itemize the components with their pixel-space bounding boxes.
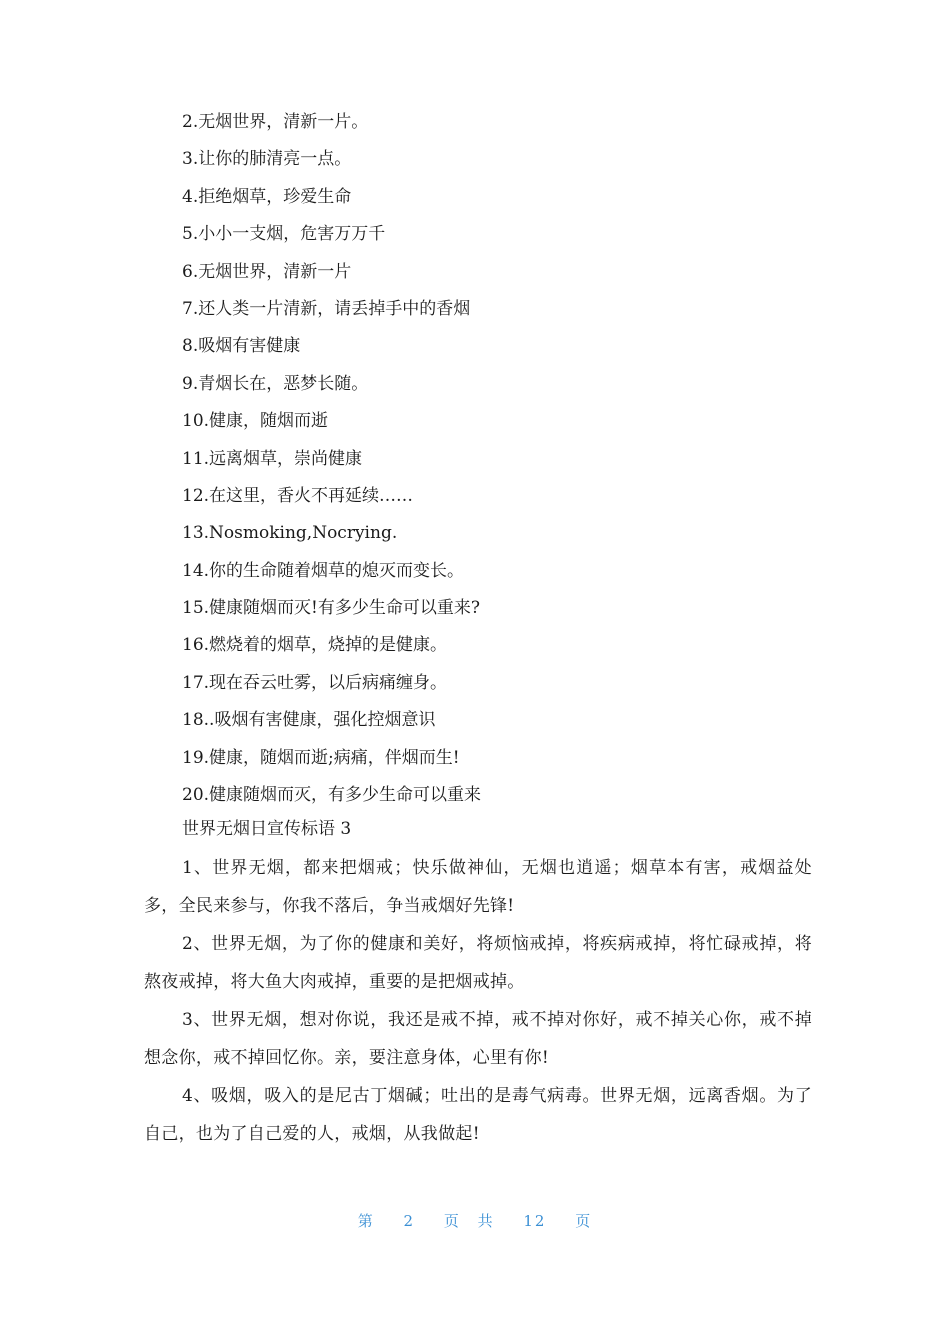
footer-label-pages: 页 xyxy=(575,1212,593,1230)
list-item: 19.健康，随烟而逝;病痛，伴烟而生! xyxy=(182,747,460,768)
list-item: 18..吸烟有害健康，强化控烟意识 xyxy=(182,710,436,731)
slogan-paragraphs xyxy=(144,849,812,1153)
list-item: 17.现在吞云吐雾，以后病痛缠身。 xyxy=(182,672,448,693)
footer-label-of: 页 共 xyxy=(443,1212,495,1230)
list-item: 12.在这里，香火不再延续…… xyxy=(182,485,414,506)
list-item: 14.你的生命随着烟草的熄灭而变长。 xyxy=(182,560,465,581)
list-item: 16.燃烧着的烟草，烧掉的是健康。 xyxy=(182,635,448,656)
list-item: 5.小小一支烟，危害万万千 xyxy=(182,224,386,245)
page-footer xyxy=(0,1210,950,1231)
paragraph: 2、世界无烟，为了你的健康和美好，将烦恼戒掉，将疾病戒掉，将忙碌戒掉，将熬夜戒掉，将大鱼大肉戒掉，重要的是把烟戒掉。 xyxy=(144,934,812,992)
list-item: 6.无烟世界，清新一片 xyxy=(182,261,352,282)
list-item: 20.健康随烟而灭，有多少生命可以重来 xyxy=(182,785,482,806)
paragraph: 1、世界无烟，都来把烟戒；快乐做神仙，无烟也逍遥；烟草本有害，戒烟益处多，全民来参与，你我不落后，争当戒烟好先锋! xyxy=(144,858,812,916)
list-item: 7.还人类一片清新，请丢掉手中的香烟 xyxy=(182,298,471,319)
list-item: 15.健康随烟而灭!有多少生命可以重来? xyxy=(182,598,480,619)
total-pages-number: 12 xyxy=(523,1212,547,1230)
list-item: 3.让你的肺清亮一点。 xyxy=(182,149,352,170)
list-item: 2.无烟世界，清新一片。 xyxy=(182,112,369,132)
list-item: 4.拒绝烟草，珍爱生命 xyxy=(182,186,352,207)
footer-label-page: 第 xyxy=(357,1212,375,1230)
list-item: 13.Nosmoking,Nocrying. xyxy=(182,523,398,544)
list-item: 9.青烟长在，恶梦长随。 xyxy=(182,373,369,394)
paragraph: 4、吸烟，吸入的是尼古丁烟碱；吐出的是毒气病毒。世界无烟，远离香烟。为了自己，也为了自己爱的人，戒烟，从我做起! xyxy=(144,1086,812,1144)
slogan-list xyxy=(182,104,822,814)
current-page-number: 2 xyxy=(403,1212,416,1230)
list-item: 8.吸烟有害健康 xyxy=(182,336,301,357)
section-title: 世界无烟日宣传标语 3 xyxy=(182,819,352,839)
list-item: 11.远离烟草，崇尚健康 xyxy=(182,448,363,469)
list-item: 10.健康，随烟而逝 xyxy=(182,411,329,432)
paragraph: 3、世界无烟，想对你说，我还是戒不掉，戒不掉对你好，戒不掉关心你，戒不掉想念你，戒不掉回忆你。亲，要注意身体，心里有你! xyxy=(144,1010,812,1068)
